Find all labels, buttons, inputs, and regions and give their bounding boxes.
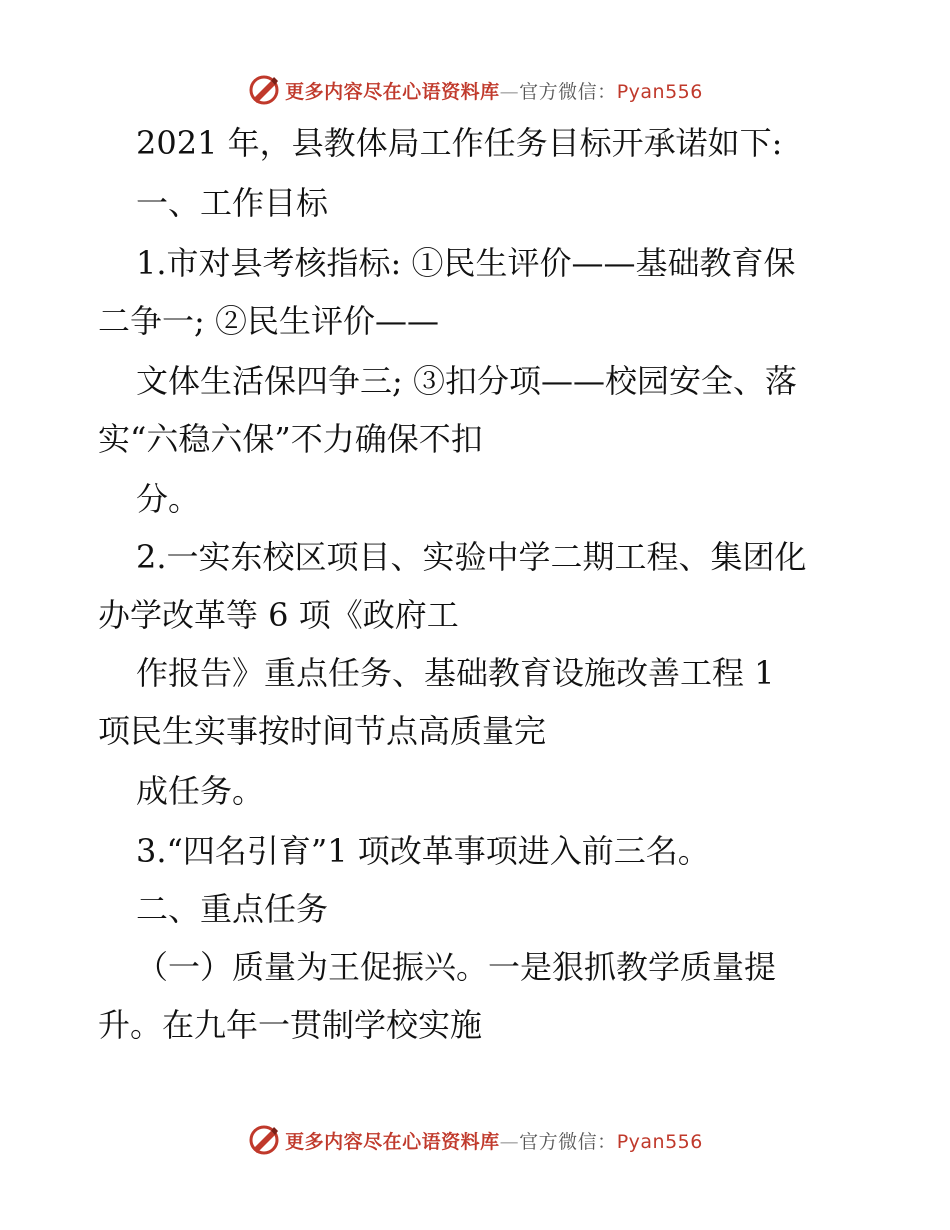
header-banner xyxy=(0,70,950,110)
banner-account: Pyan556 xyxy=(616,80,703,103)
text-line: 升。在九年一贯制学校实施 xyxy=(98,1006,483,1044)
banner-label: 官方微信： xyxy=(519,1130,617,1153)
banner-account: Pyan556 xyxy=(616,1130,703,1153)
banner-text xyxy=(285,77,703,104)
pen-circle-logo-icon xyxy=(247,1123,281,1157)
text-line: 2021 年，县教体局工作任务目标开承诺如下: xyxy=(136,124,783,162)
banner-label: 官方微信： xyxy=(519,80,617,103)
text-line: 成任务。 xyxy=(136,772,265,810)
pen-circle-logo-icon xyxy=(247,73,281,107)
text-line: （一）质量为王促振兴。一是狠抓教学质量提 xyxy=(136,948,777,986)
text-line: 作报告》重点任务、基础教育设施改善工程 1 xyxy=(136,654,775,692)
text-line: 实“六稳六保”不力确保不扣 xyxy=(98,420,483,458)
banner-brand: 更多内容尽在心语资料库 xyxy=(285,1130,500,1153)
text-line: 1.市对县考核指标: ①民生评价——基础教育保 xyxy=(136,244,796,282)
section-heading: 二、重点任务 xyxy=(136,890,329,928)
text-line: 2.一实东校区项目、实验中学二期工程、集团化 xyxy=(136,538,807,576)
text-line: 文体生活保四争三; ③扣分项——校园安全、落 xyxy=(136,362,797,400)
text-line: 3.“四名引育”1 项改革事项进入前三名。 xyxy=(136,832,710,870)
footer-banner xyxy=(0,1120,950,1160)
banner-separator: — xyxy=(499,1130,520,1153)
banner-separator: — xyxy=(499,80,520,103)
section-heading: 一、工作目标 xyxy=(136,184,329,222)
text-line: 分。 xyxy=(136,480,201,518)
text-line: 项民生实事按时间节点高质量完 xyxy=(98,712,547,750)
text-line: 二争一; ②民生评价—— xyxy=(98,302,439,340)
banner-text xyxy=(285,1127,703,1154)
text-line: 办学改革等 6 项《政府工 xyxy=(98,596,459,634)
banner-brand: 更多内容尽在心语资料库 xyxy=(285,80,500,103)
